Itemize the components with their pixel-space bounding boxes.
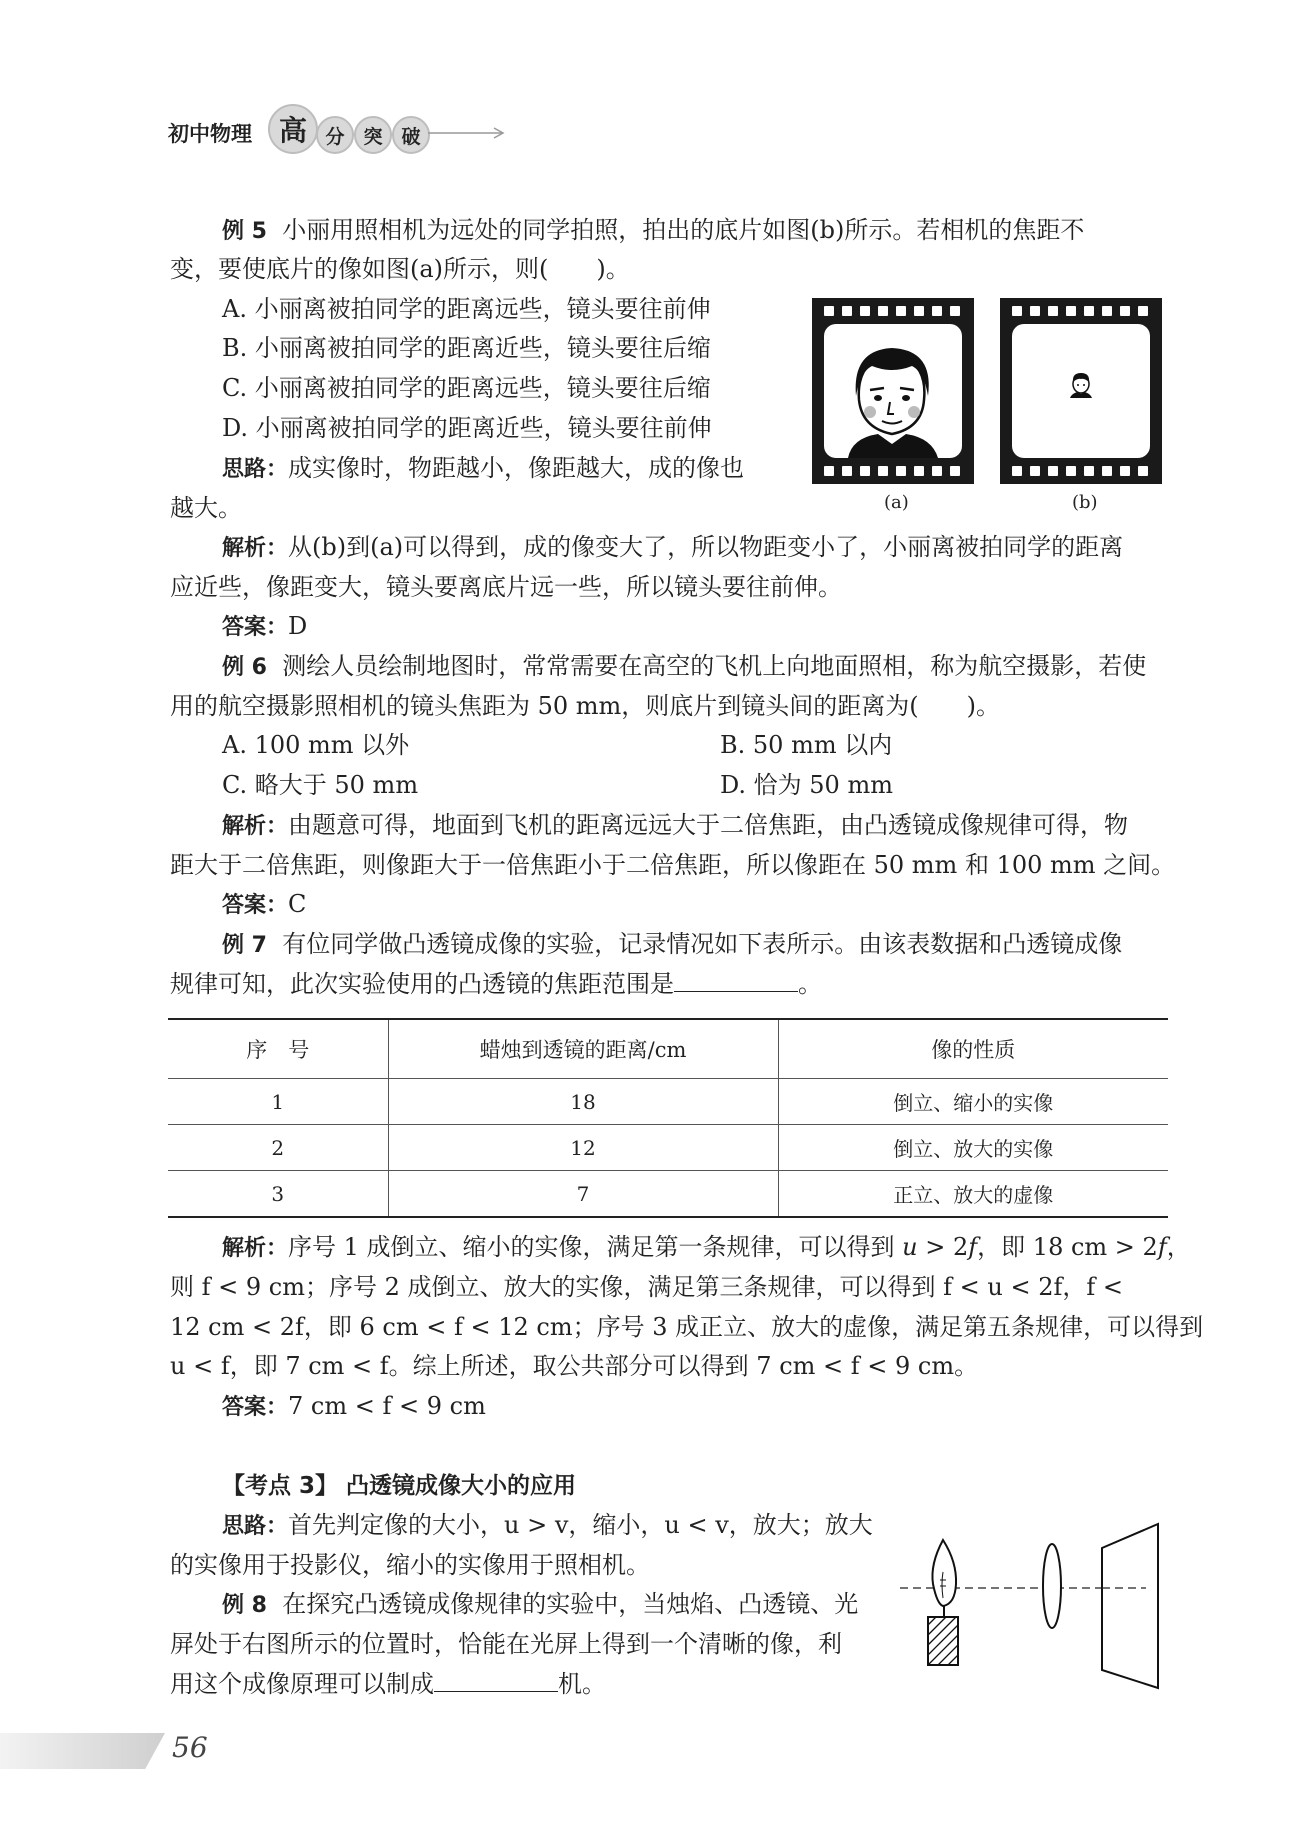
ex6-question-line2: 用的航空摄影照相机的镜头焦距为 50 mm，则底片到镜头间的距离为( )。 bbox=[170, 692, 1001, 720]
table-cell: 18 bbox=[388, 1079, 778, 1125]
ex5-option-b: B. 小丽离被拍同学的距离近些，镜头要往后缩 bbox=[222, 334, 711, 362]
ex5-option-d: D. 小丽离被拍同学的距离近些，镜头要往前伸 bbox=[222, 414, 712, 442]
ex8-label: 例 8 bbox=[222, 1593, 267, 1618]
ex7-answer: 答案：7 cm < f < 9 cm bbox=[222, 1392, 486, 1420]
ex6-analysis-line2: 距大于二倍焦距，则像距大于一倍焦距小于二倍焦距，所以像距在 50 mm 和 100 mm 之间。 bbox=[170, 851, 1176, 879]
fig-a-caption: (a) bbox=[884, 492, 909, 513]
ex8-answer-blank[interactable] bbox=[434, 1665, 558, 1692]
book-title: 初中物理 bbox=[168, 122, 252, 146]
table-cell: 2 bbox=[168, 1125, 388, 1171]
table-cell: 正立、放大的虚像 bbox=[778, 1171, 1168, 1218]
ex5-idea-line1: 思路：成实像时，物距越小，像距越大，成的像也 bbox=[222, 454, 745, 482]
table-header-cell: 蜡烛到透镜的距离/cm bbox=[388, 1019, 778, 1079]
ex6-question-line1: 例 6 测绘人员绘制地图时，常常需要在高空的飞机上向地面照相，称为航空摄影，若使 bbox=[222, 652, 1147, 680]
optics-setup-figure bbox=[900, 1520, 1170, 1690]
film-figure-a bbox=[812, 298, 974, 484]
ex7-answer-blank[interactable] bbox=[674, 965, 798, 992]
ex7-analysis-line1: 解析：序号 1 成倒立、缩小的实像，满足第一条规律，可以得到 u > 2f，即 18 cm > 2f， bbox=[222, 1233, 1191, 1261]
table-header-cell: 像的性质 bbox=[778, 1019, 1168, 1079]
kaodian3-idea-line1: 思路：首先判定像的大小，u > v，缩小，u < v，放大；放大 bbox=[222, 1511, 873, 1539]
experiment-table bbox=[168, 1018, 1168, 1218]
ex6-option-a: A. 100 mm 以外 bbox=[222, 731, 410, 759]
ex5-label: 例 5 bbox=[222, 219, 267, 244]
convex-lens-icon bbox=[1043, 1544, 1061, 1628]
fig-b-caption: (b) bbox=[1072, 492, 1098, 513]
ex7-label: 例 7 bbox=[222, 933, 267, 958]
ex5-question-line2: 变，要使底片的像如图(a)所示，则( )。 bbox=[170, 255, 630, 283]
ex6-option-b: B. 50 mm 以内 bbox=[720, 731, 893, 759]
ex5-option-c: C. 小丽离被拍同学的距离远些，镜头要往后缩 bbox=[222, 374, 711, 402]
section-title: 【考点 3】 凸透镜成像大小的应用 bbox=[222, 1473, 577, 1499]
ex8-question-line2: 屏处于右图所示的位置时，恰能在光屏上得到一个清晰的像，利 bbox=[170, 1630, 842, 1658]
ex7-analysis-line2: 则 f < 9 cm；序号 2 成倒立、放大的实像，满足第三条规律，可以得到 f < u < 2f，f < bbox=[170, 1273, 1123, 1301]
header-badge-gao: 高 bbox=[268, 104, 318, 154]
kaodian3-idea-line2: 的实像用于投影仪，缩小的实像用于照相机。 bbox=[170, 1551, 650, 1579]
page-number: 56 bbox=[172, 1731, 208, 1764]
ex7-question-line2: 规律可知，此次实验使用的凸透镜的焦距范围是 。 bbox=[170, 964, 1170, 1004]
header-badge-tu: 突 bbox=[354, 116, 392, 154]
table-header-row bbox=[168, 1019, 1168, 1079]
ex5-question-line1: 例 5 小丽用照相机为远处的同学拍照，拍出的底片如图(b)所示。若相机的焦距不 bbox=[222, 216, 1085, 244]
ex5-answer: 答案：D bbox=[222, 612, 308, 640]
ex5-analysis-line1: 解析：从(b)到(a)可以得到，成的像变大了，所以物距变小了，小丽离被拍同学的距离 bbox=[222, 533, 1124, 561]
ex5-analysis-line2: 应近些，像距变大，镜头要离底片远一些，所以镜头要往前伸。 bbox=[170, 573, 842, 601]
table-header-cell: 序 号 bbox=[168, 1019, 388, 1079]
table-cell: 7 bbox=[388, 1171, 778, 1218]
ex5-idea-line2: 越大。 bbox=[170, 494, 242, 522]
header-badge-po: 破 bbox=[392, 116, 430, 154]
ex6-option-d: D. 恰为 50 mm bbox=[720, 771, 893, 799]
light-screen-icon bbox=[1102, 1524, 1158, 1688]
ex7-analysis-line3: 12 cm < 2f，即 6 cm < f < 12 cm；序号 3 成正立、放大的虚像，满足第五条规律，可以得到 bbox=[170, 1313, 1204, 1341]
ex6-label: 例 6 bbox=[222, 655, 267, 680]
table-cell: 1 bbox=[168, 1079, 388, 1125]
ex8-question-line1: 例 8 在探究凸透镜成像规律的实验中，当烛焰、凸透镜、光 bbox=[222, 1590, 859, 1618]
header-arrow-icon bbox=[428, 126, 508, 140]
ex7-analysis-line4: u < f，即 7 cm < f。综上所述，取公共部分可以得到 7 cm < f < 9 cm。 bbox=[170, 1352, 979, 1380]
table-row bbox=[168, 1125, 1168, 1171]
table-cell: 12 bbox=[388, 1125, 778, 1171]
header-badge-fen: 分 bbox=[316, 116, 354, 154]
ex8-question-line3: 用这个成像原理可以制成 机。 bbox=[170, 1664, 1170, 1704]
table-cell: 3 bbox=[168, 1171, 388, 1218]
ex6-option-c: C. 略大于 50 mm bbox=[222, 771, 419, 799]
table-cell: 倒立、放大的实像 bbox=[778, 1125, 1168, 1171]
candle-icon bbox=[928, 1540, 958, 1665]
table-row bbox=[168, 1079, 1168, 1125]
ex6-analysis-line1: 解析：由题意可得，地面到飞机的距离远远大于二倍焦距，由凸透镜成像规律可得，物 bbox=[222, 811, 1129, 839]
table-row bbox=[168, 1171, 1168, 1218]
footer-bar bbox=[0, 1733, 165, 1769]
ex7-question-line1: 例 7 有位同学做凸透镜成像的实验，记录情况如下表所示。由该表数据和凸透镜成像 bbox=[222, 930, 1123, 958]
table-cell: 倒立、缩小的实像 bbox=[778, 1079, 1168, 1125]
film-figure-b bbox=[1000, 298, 1162, 484]
ex6-answer: 答案：C bbox=[222, 890, 307, 918]
ex5-option-a: A. 小丽离被拍同学的距离远些，镜头要往前伸 bbox=[222, 295, 711, 323]
